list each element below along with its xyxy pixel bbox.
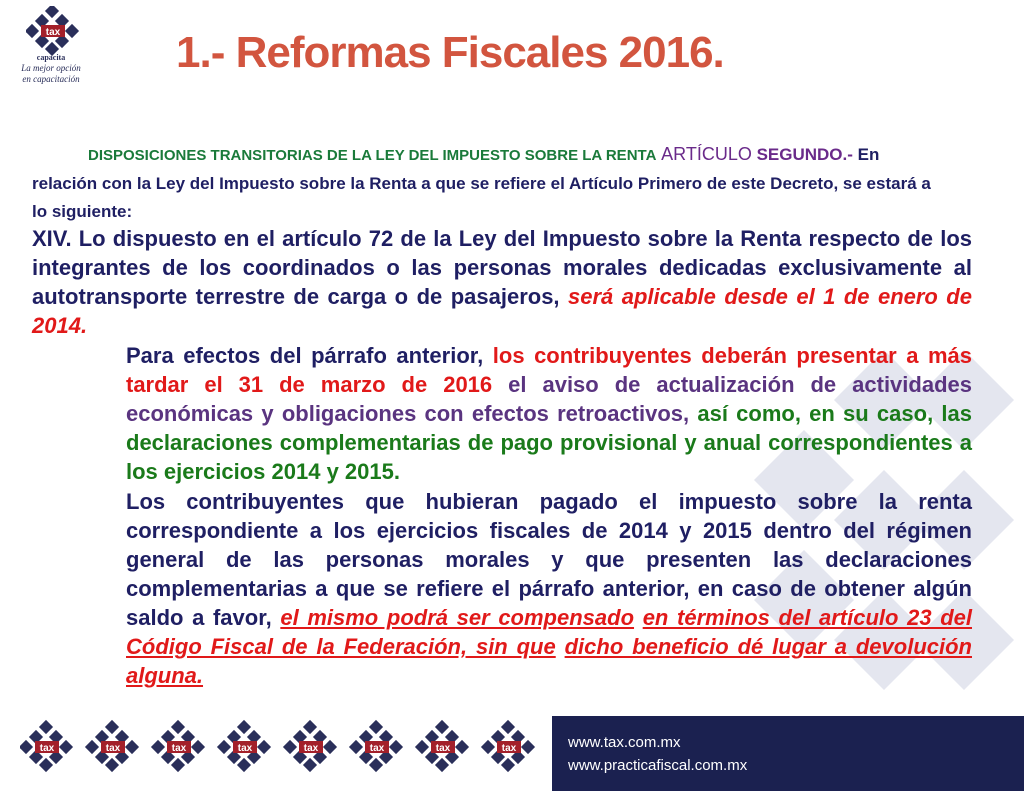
strip-logo-icon bbox=[217, 720, 271, 772]
logo-brand: tax bbox=[45, 27, 61, 38]
strip-logo-icon bbox=[20, 720, 73, 772]
logo-tagline bbox=[8, 52, 94, 85]
paragraph-efectos-b: los contribuyentes deberán presentar a más tardar el 31 de marzo de 2016 bbox=[126, 343, 972, 397]
strip-logo-icon bbox=[481, 720, 535, 772]
logo-tagline-top: capacita bbox=[36, 53, 66, 62]
tax-logo-icon bbox=[26, 6, 80, 56]
paragraph-xiv-highlight: será aplicable desde el 1 de enero de 2014. bbox=[32, 284, 972, 338]
paragraph-efectos bbox=[32, 341, 972, 486]
intro-paragraph bbox=[32, 140, 940, 226]
paragraph-efectos-d: así como, en su caso, las declaraciones complementarias de pago provisional y anual correspondientes a los ejercicios 2014 y 2015. bbox=[126, 401, 972, 484]
footer-url-practicafiscal[interactable]: www.practicafiscal.com.mx bbox=[568, 757, 748, 774]
paragraph-contribuyentes-a: Los contribuyentes que hubieran pagado el impuesto sobre la renta correspondiente a los ejercicios fiscales de 2014 y 2015 dentro del régimen general de las personas morales y que presenten las declaraciones complementarias a que se refiere el párrafo anterior, en caso de obtener algún saldo a favor, bbox=[126, 489, 972, 630]
footer-url-tax[interactable]: www.tax.com.mx bbox=[568, 734, 681, 751]
strip-logo-icon bbox=[151, 720, 205, 772]
paragraph-xiv-text: XIV. Lo dispuesto en el artículo 72 de la Ley del Impuesto sobre la Renta respecto de los integrantes de los coordinados o las personas morales dedicadas exclusivamente al autotransporte terrestre de carga o de pasajeros, bbox=[32, 226, 972, 309]
paragraph-efectos-c: el aviso de actualización de actividades económicas y obligaciones con efectos retroactivos, bbox=[126, 372, 972, 426]
strip-logo-icon bbox=[349, 720, 403, 772]
intro-article: ARTÍCULO bbox=[661, 144, 752, 164]
company-logo bbox=[8, 6, 94, 92]
body-text bbox=[32, 224, 972, 691]
logo-strip bbox=[20, 718, 540, 776]
footer-bar bbox=[552, 716, 1024, 791]
paragraph-contribuyentes-b: el mismo podrá ser compensado bbox=[280, 605, 635, 630]
paragraph-contribuyentes-c: en términos del artículo 23 del Código Fiscal de la Federación, sin que bbox=[126, 605, 972, 659]
paragraph-contribuyentes bbox=[32, 487, 972, 690]
paragraph-contribuyentes-d: dicho beneficio dé lugar a devolución alguna. bbox=[126, 634, 972, 688]
strip-logo-icon bbox=[415, 720, 469, 772]
paragraph-efectos-a: Para efectos del párrafo anterior, bbox=[126, 343, 484, 368]
page-title: 1.- Reformas Fiscales 2016. bbox=[176, 28, 724, 77]
strip-logo-icon bbox=[283, 720, 337, 772]
logo-tagline-line1: La mejor opción bbox=[21, 63, 81, 73]
paragraph-xiv bbox=[32, 224, 972, 340]
strip-logo-icon bbox=[85, 720, 139, 772]
intro-text: En relación con la Ley del Impuesto sobre la Renta a que se refiere el Artículo Primero de este Decreto, se estará a lo siguiente: bbox=[32, 145, 931, 221]
logo-tagline-line2: en capacitación bbox=[22, 74, 80, 84]
intro-label: SEGUNDO.- bbox=[756, 145, 853, 164]
intro-header: DISPOSICIONES TRANSITORIAS DE LA LEY DEL IMPUESTO SOBRE LA RENTA bbox=[88, 147, 657, 164]
